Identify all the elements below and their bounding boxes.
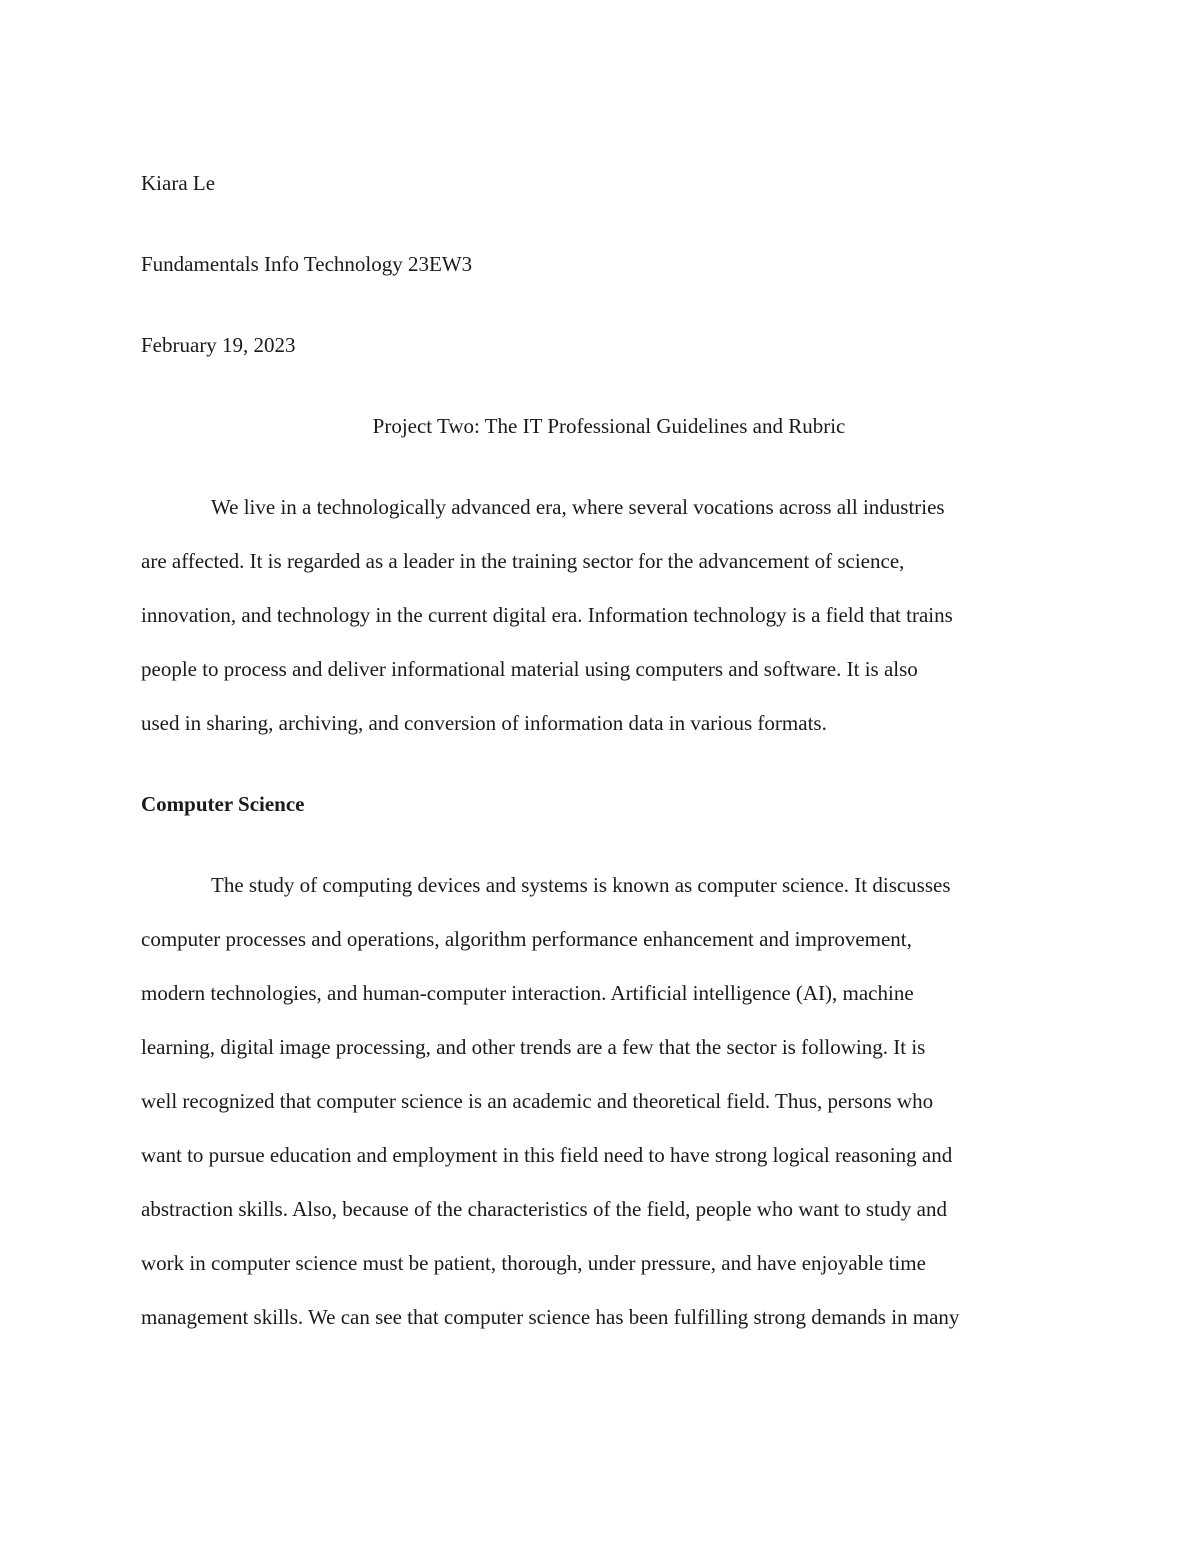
document-date: February 19, 2023 [141, 333, 296, 357]
paragraph-line: well recognized that computer science is an academic and theoretical field. Thus, persons who [141, 1089, 934, 1113]
paragraph-line: work in computer science must be patient, thorough, under pressure, and have enjoyable time [141, 1251, 926, 1275]
paragraph-line: people to process and deliver informational material using computers and software. It is also [141, 657, 918, 681]
paragraph-line: modern technologies, and human-computer interaction. Artificial intelligence (AI), machine [141, 981, 914, 1005]
section-paragraph [141, 858, 1059, 1344]
paragraph-line: used in sharing, archiving, and conversion of information data in various formats. [141, 711, 827, 735]
course-name: Fundamentals Info Technology 23EW3 [141, 252, 473, 276]
paragraph-line: learning, digital image processing, and other trends are a few that the sector is following. It is [141, 1035, 926, 1059]
paragraph-line: are affected. It is regarded as a leader in the training sector for the advancement of science, [141, 549, 905, 573]
paragraph-line: computer processes and operations, algorithm performance enhancement and improvement, [141, 927, 912, 951]
intro-paragraph [141, 480, 1059, 750]
document-title: Project Two: The IT Professional Guidelines and Rubric [372, 414, 846, 438]
paragraph-line: abstraction skills. Also, because of the characteristics of the field, people who want to study and [141, 1197, 947, 1221]
paragraph-line: want to pursue education and employment in this field need to have strong logical reasoning and [141, 1143, 953, 1167]
paragraph-line: The study of computing devices and systems is known as computer science. It discusses [211, 873, 951, 897]
author-name: Kiara Le [141, 171, 216, 195]
document-body [141, 156, 1059, 1344]
section-heading: Computer Science [141, 792, 305, 816]
paragraph-line: management skills. We can see that computer science has been fulfilling strong demands in many [141, 1305, 960, 1329]
paragraph-line: innovation, and technology in the current digital era. Information technology is a field that trains [141, 603, 953, 627]
paragraph-line: We live in a technologically advanced era, where several vocations across all industries [211, 495, 945, 519]
